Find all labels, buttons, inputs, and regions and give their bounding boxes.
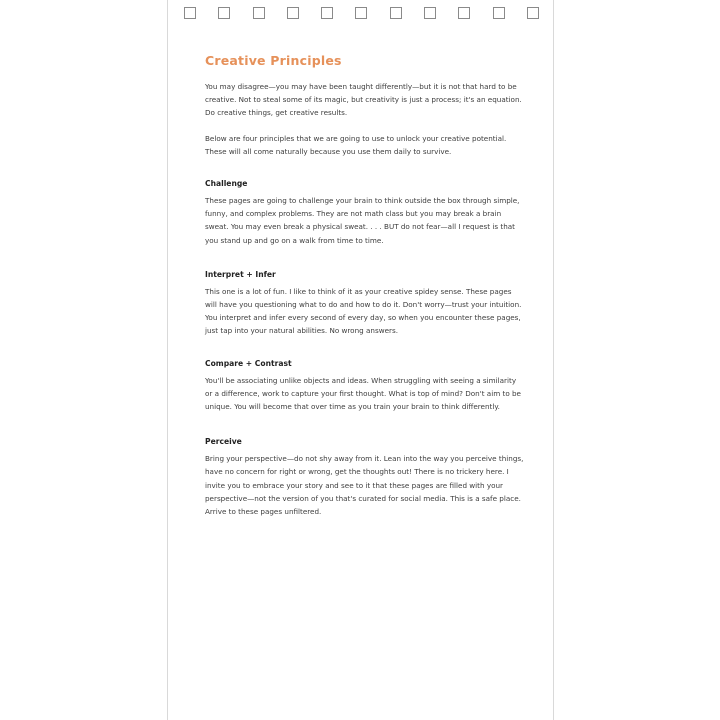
binding-hole [424,7,436,19]
binding-hole [493,7,505,19]
section-heading: Challenge [205,179,248,189]
binding-hole [218,7,230,19]
binding-hole [253,7,265,19]
section-compare-contrast [205,358,525,414]
section-body: Bring your perspective—do not shy away from it. Lean into the way you perceive things, have no concern for right or wrong, get the thoughts out! There is no trickery here. I invite you to embrace your story and see to it that these pages are filled with your perspective—not the version of you that's curated for social media. This is a safe place. Arrive to these pages unfiltered. [205,454,524,517]
intro-paragraph: Below are four principles that we are going to use to unlock your creative potential. These will all come naturally because you use them daily to survive. [205,133,507,156]
binding-hole [355,7,367,19]
section-heading: Interpret + Infer [205,269,276,279]
spiral-binding [184,7,539,19]
intro-paragraph: You may disagree—you may have been taught differently—but it is not that hard to be creative. Not to steal some of its magic, but creativity is just a process; it's an equation. Do creative things, get creative results. [205,82,522,118]
page-content [205,53,525,518]
binding-hole [390,7,402,19]
section-interpret-infer [205,269,525,338]
section-body: These pages are going to challenge your brain to think outside the box through simple, funny, and complex problems. They are not math class but you may break a brain sweat. You may even break a physical sweat. . . . BUT do not fear—all I request is that you stand up and go on a walk from time to time. [205,196,520,245]
section-perceive [205,436,525,518]
binding-hole [184,7,196,19]
section-heading: Compare + Contrast [205,358,292,368]
binding-hole [458,7,470,19]
binding-hole [527,7,539,19]
notebook-page [167,0,554,720]
binding-hole [321,7,333,19]
page-title: Creative Principles [205,53,342,68]
section-body: You'll be associating unlike objects and ideas. When struggling with seeing a similarity or a difference, work to capture your first thought. What is top of mind? Don't aim to be unique. You will become that over time as you train your brain to think differently. [205,375,521,412]
section-challenge [205,178,525,247]
binding-hole [287,7,299,19]
section-body: This one is a lot of fun. I like to think of it as your creative spidey sense. These pages will have you questioning what to do and how to do it. Don't worry—trust your intuition. You interpret and infer every second of every day, so when you encounter these pages, just tap into your natural abilities. No wrong answers. [205,286,522,336]
section-heading: Perceive [205,437,242,447]
